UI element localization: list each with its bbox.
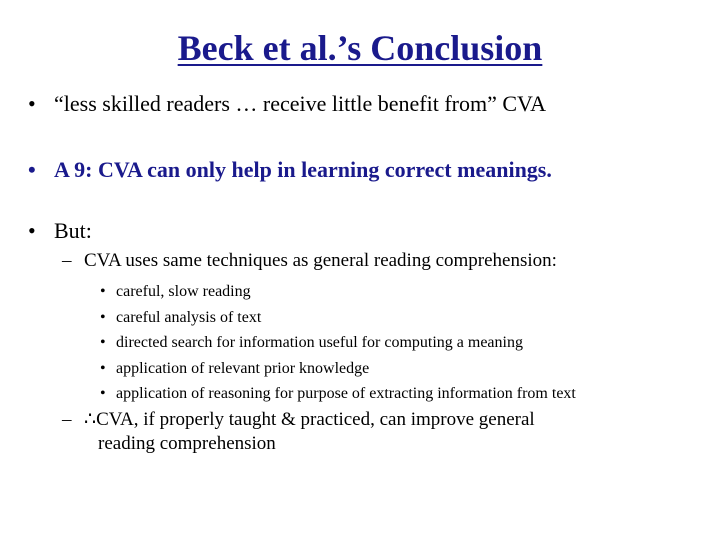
list-item-text: application of reasoning for purpose of extracting information from text: [116, 385, 576, 402]
bullet-marker: •: [28, 91, 36, 116]
list-item: [100, 279, 576, 305]
bullet-but: [28, 218, 92, 244]
bullet-text: A 9: CVA can only help in learning correct meanings.: [54, 157, 552, 182]
bullet-less-skilled-readers: [28, 91, 546, 117]
bullet-text: “less skilled readers … receive little benefit from” CVA: [54, 91, 546, 116]
list-marker: •: [100, 334, 106, 351]
list-item: [100, 305, 576, 331]
list-marker: •: [100, 359, 106, 377]
bullet-a9: [28, 157, 552, 183]
list-marker: •: [100, 385, 106, 402]
list-marker: •: [100, 283, 106, 300]
bullet-marker: •: [28, 157, 36, 182]
list-item-text: application of relevant prior knowledge: [116, 359, 370, 377]
list-marker: •: [100, 308, 106, 326]
sub-point-continuation: reading comprehension: [98, 433, 276, 454]
dash-marker: –: [62, 409, 72, 430]
list-item-text: directed search for information useful for computing a meaning: [116, 334, 523, 351]
dash-marker: –: [62, 250, 72, 271]
bullet-marker: •: [28, 218, 36, 243]
list-item: [100, 330, 576, 356]
list-item: [100, 356, 576, 382]
slide-title: Beck et al.’s Conclusion: [177, 28, 543, 68]
list-item-text: careful analysis of text: [116, 308, 262, 326]
list-item: [100, 381, 576, 407]
list-item-text: careful, slow reading: [116, 283, 251, 300]
sub-point-cva-techniques: [62, 250, 557, 272]
sub-point-text: CVA uses same techniques as general reading comprehension:: [84, 250, 557, 271]
sub-point-cva-improve: [62, 409, 535, 431]
sub-point-text: ∴CVA, if properly taught & practiced, can improve general: [84, 409, 535, 430]
techniques-list: [100, 279, 576, 407]
bullet-text: But:: [54, 218, 92, 243]
